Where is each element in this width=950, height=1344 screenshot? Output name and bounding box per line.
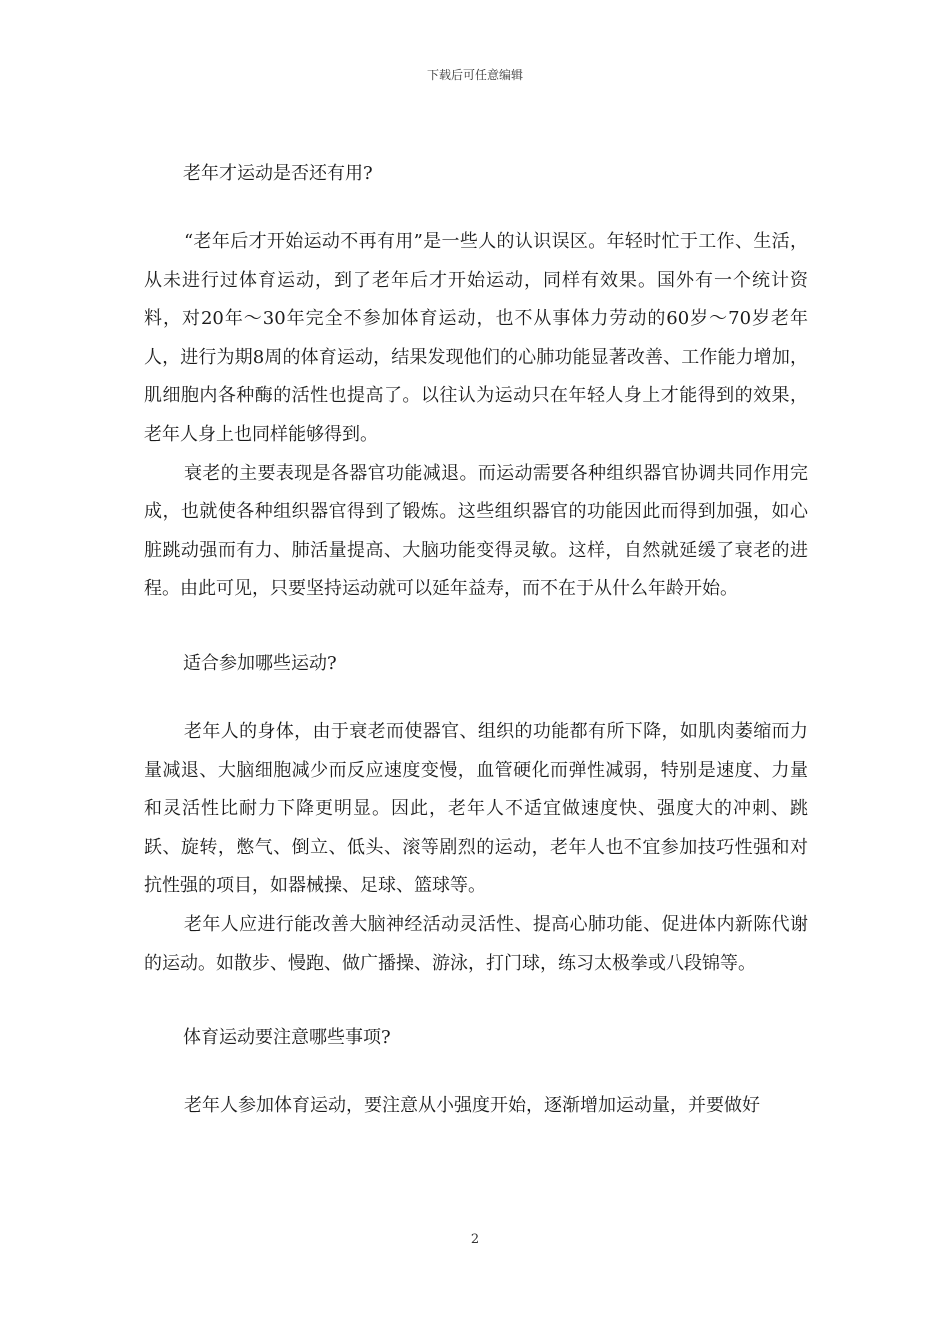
- section-heading: 适合参加哪些运动?: [183, 652, 337, 674]
- section-heading: 老年才运动是否还有用?: [183, 163, 373, 184]
- document-body: [144, 155, 808, 1126]
- page-number: 2: [470, 1232, 480, 1247]
- section-heading: 体育运动要注意哪些事项?: [183, 1027, 391, 1049]
- page-header: 下载后可任意编辑: [426, 68, 523, 82]
- paragraph: “老年后才开始运动不再有用”是一些人的认识误区。年轻时忙于工作、生活，从未进行过体育运动，到了老年后才开始运动，同样有效果。国外有一个统计资料，对20年～30年完全不参加体育运动，也不从事体力劳动的60岁～70岁老年人，进行为期8周的体育运动，结果发现他们的心肺功能显著改善、工作能力增加，肌细胞内各种酶的活性也提高了。以往认为运动只在年轻人身上才能得到的效果，老年人身上也同样能够得到。: [144, 231, 808, 445]
- paragraph: 老年人的身体，由于衰老而使器官、组织的功能都有所下降，如肌肉萎缩而力量减退、大脑细胞减少而反应速度变慢，血管硬化而弹性减弱，特别是速度、力量和灵活性比耐力下降更明显。因此，老年人不适宜做速度快、强度大的冲刺、跳跃、旋转，憋气、倒立、低头、滚等剧烈的运动，老年人也不宜参加技巧性强和对抗性强的项目，如器械操、足球、篮球等。: [144, 720, 808, 897]
- paragraph: 老年人参加体育运动，要注意从小强度开始，逐渐增加运动量，并要做好: [184, 1095, 760, 1117]
- paragraph: 衰老的主要表现是各器官功能减退。而运动需要各种组织器官协调共同作用完成，也就使各种组织器官得到了锻炼。这些组织器官的功能因此而得到加强，如心脏跳动强而有力、肺活量提高、大脑功能变得灵敏。这样，自然就延缓了衰老的进程。由此可见，只要坚持运动就可以延年益寿，而不在于从什么年龄开始。: [144, 462, 808, 600]
- paragraph: 老年人应进行能改善大脑神经活动灵活性、提高心肺功能、促进体内新陈代谢的运动。如散步、慢跑、做广播操、游泳，打门球，练习太极拳或八段锦等。: [144, 913, 808, 974]
